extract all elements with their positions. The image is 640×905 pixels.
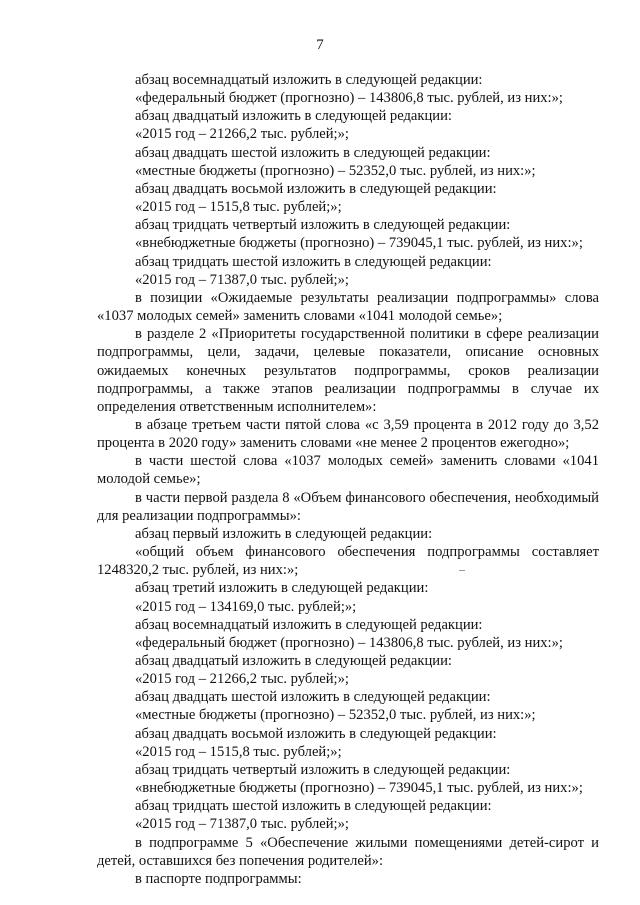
paragraph: «местные бюджеты (прогнозно) – 52352,0 тыс. рублей, из них:»; bbox=[135, 162, 536, 179]
paragraph: абзац тридцать шестой изложить в следующей редакции: bbox=[135, 798, 492, 815]
paragraph: «2015 год – 21266,2 тыс. рублей;»; bbox=[135, 671, 349, 688]
paragraph: «2015 год – 1515,8 тыс. рублей;»; bbox=[135, 743, 342, 760]
paragraph: абзац восемнадцатый изложить в следующей редакции: bbox=[135, 616, 483, 633]
paragraph: абзац двадцать восьмой изложить в следующей редакции: bbox=[135, 725, 497, 742]
paragraph: «федеральный бюджет (прогнозно) – 143806,8 тыс. рублей, из них:»; bbox=[135, 634, 563, 651]
page-number: 7 bbox=[316, 37, 324, 53]
paragraph: «2015 год – 71387,0 тыс. рублей;»; bbox=[135, 816, 349, 833]
scan-mark bbox=[459, 570, 465, 571]
paragraph: в разделе 2 «Приоритеты государственной политики в сфере реализации подпрограммы, цели, задачи, целевые показатели, описание основных ожидаемых конечных результатов подпрограммы, сроков реализации подпрограммы, а также этапов реализации подпрограммы в случае их определения ответственным исполнителем»: bbox=[97, 326, 599, 415]
paragraph: абзац первый изложить в следующей редакции: bbox=[135, 525, 433, 542]
paragraph: «2015 год – 1515,8 тыс. рублей;»; bbox=[135, 199, 342, 216]
paragraph: в части шестой слова «1037 молодых семей» заменить словами «1041 молодой семье»; bbox=[97, 453, 599, 488]
paragraph: «местные бюджеты (прогнозно) – 52352,0 тыс. рублей, из них:»; bbox=[135, 707, 536, 724]
document-body bbox=[97, 71, 599, 888]
paragraph: абзац двадцатый изложить в следующей редакции: bbox=[135, 108, 452, 125]
paragraph: «федеральный бюджет (прогнозно) – 143806,8 тыс. рублей, из них:»; bbox=[135, 90, 563, 107]
paragraph: в позиции «Ожидаемые результаты реализации подпрограммы» слова «1037 молодых семей» заменить словами «1041 молодой семье»; bbox=[97, 289, 599, 325]
paragraph: абзац восемнадцатый изложить в следующей редакции: bbox=[135, 72, 483, 88]
paragraph: в абзаце третьем части пятой слова «с 3,59 процента в 2012 году до 3,52 процента в 2020 году» заменить словами «не менее 2 процентов ежегодно»; bbox=[97, 416, 599, 452]
paragraph: «внебюджетные бюджеты (прогнозно) – 739045,1 тыс. рублей, из них:»; bbox=[135, 780, 583, 797]
paragraph: «2015 год – 71387,0 тыс. рублей;»; bbox=[135, 271, 349, 288]
paragraph: «общий объем финансового обеспечения подпрограммы составляет 1248320,2 тыс. рублей, из них:»; bbox=[97, 544, 599, 579]
paragraph: абзац двадцать шестой изложить в следующей редакции: bbox=[135, 144, 491, 161]
paragraph: абзац двадцатый изложить в следующей редакции: bbox=[135, 653, 452, 669]
paragraph: абзац двадцать шестой изложить в следующей редакции: bbox=[135, 689, 491, 706]
paragraph: «2015 год – 21266,2 тыс. рублей;»; bbox=[135, 126, 349, 143]
paragraph: «внебюджетные бюджеты (прогнозно) – 739045,1 тыс. рублей, из них:»; bbox=[135, 235, 583, 252]
paragraph: в паспорте подпрограммы: bbox=[135, 870, 302, 887]
paragraph: абзац тридцать четвертый изложить в следующей редакции: bbox=[135, 217, 511, 234]
paragraph: абзац двадцать восьмой изложить в следующей редакции: bbox=[135, 180, 497, 197]
paragraph: абзац тридцать четвертый изложить в следующей редакции: bbox=[135, 761, 511, 778]
paragraph: абзац тридцать шестой изложить в следующей редакции: bbox=[135, 253, 492, 270]
paragraph: в части первой раздела 8 «Объем финансового обеспечения, необходимый для реализации подпрограммы»: bbox=[97, 489, 599, 524]
paragraph: «2015 год – 134169,0 тыс. рублей;»; bbox=[135, 598, 357, 615]
paragraph: в подпрограмме 5 «Обеспечение жилыми помещениями детей-сирот и детей, оставшихся без попечения родителей»: bbox=[97, 834, 599, 869]
paragraph: абзац третий изложить в следующей редакции: bbox=[135, 580, 429, 597]
